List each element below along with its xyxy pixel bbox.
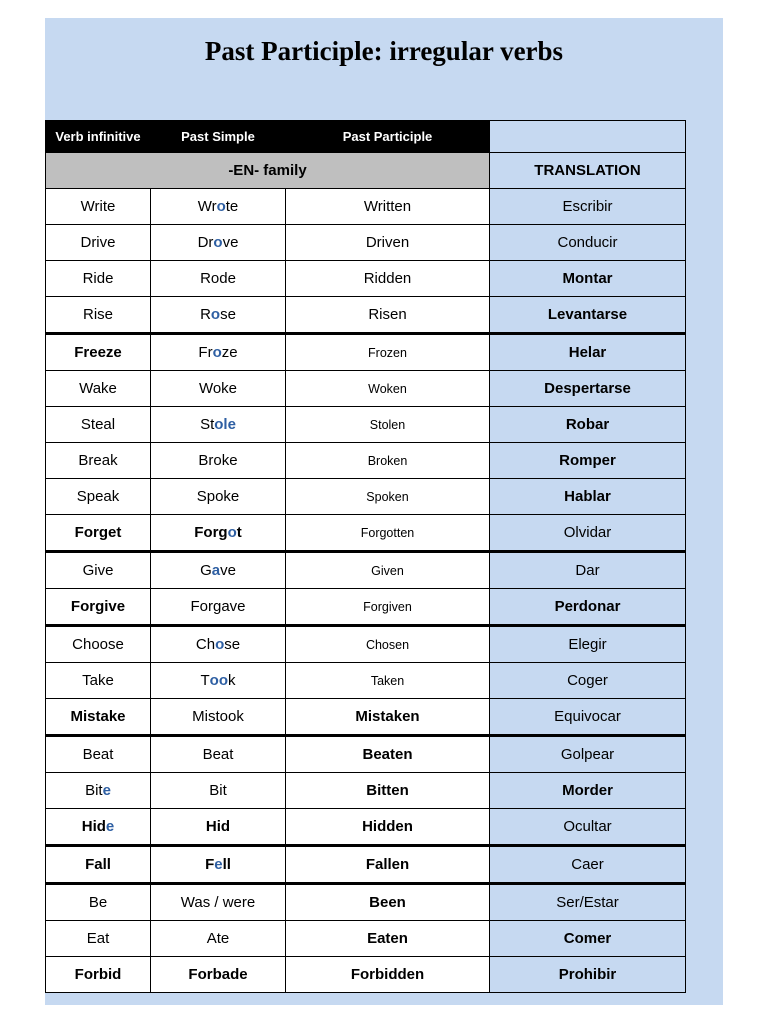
past-participle-cell: Ridden — [286, 261, 490, 297]
past-participle-cell: Mistaken — [286, 699, 490, 736]
past-simple-text: Forg — [194, 524, 228, 541]
table-row — [46, 736, 686, 773]
translation-header: TRANSLATION — [490, 153, 686, 189]
past-simple-text: Bit — [209, 782, 227, 799]
past-simple-text: t — [236, 524, 242, 541]
past-simple-text: T — [200, 672, 210, 689]
past-simple-cell — [151, 699, 286, 736]
infinitive-cell: Break — [46, 443, 151, 479]
past-participle-cell: Beaten — [286, 736, 490, 773]
infinitive-cell: Eat — [46, 921, 151, 957]
infinitive-cell: Write — [46, 189, 151, 225]
past-participle-cell: Driven — [286, 225, 490, 261]
infinitive-cell: Beat — [46, 736, 151, 773]
table-row — [46, 663, 686, 699]
translation-cell: Dar — [490, 552, 686, 589]
table-row — [46, 957, 686, 993]
translation-cell: Escribir — [490, 189, 686, 225]
past-participle-cell: Risen — [286, 297, 490, 334]
past-simple-text: Wr — [197, 198, 217, 215]
translation-cell: Robar — [490, 407, 686, 443]
highlighted-letters: o — [227, 524, 237, 541]
infinitive-cell: Steal — [46, 407, 151, 443]
past-simple-text: Rode — [200, 270, 236, 287]
past-participle-cell: Forgiven — [286, 589, 490, 626]
past-simple-cell — [151, 443, 286, 479]
infinitive-cell: Give — [46, 552, 151, 589]
past-participle-cell: Chosen — [286, 626, 490, 663]
past-simple-text: Beat — [202, 746, 234, 763]
past-simple-cell — [151, 957, 286, 993]
translation-cell: Ocultar — [490, 809, 686, 846]
past-simple-cell — [151, 515, 286, 552]
past-simple-cell — [151, 809, 286, 846]
infinitive-cell: Forget — [46, 515, 151, 552]
past-participle-cell: Woken — [286, 371, 490, 407]
highlighted-letters: o — [216, 198, 226, 215]
infinitive-cell: Forbid — [46, 957, 151, 993]
past-simple-text: F — [205, 856, 215, 873]
past-participle-cell: Frozen — [286, 334, 490, 371]
past-participle-cell: Stolen — [286, 407, 490, 443]
infinitive-text: Hid — [81, 818, 106, 835]
past-simple-text: te — [225, 198, 239, 215]
header-row — [46, 121, 686, 153]
infinitive-cell: Wake — [46, 371, 151, 407]
past-simple-text: Ate — [206, 930, 230, 947]
translation-cell: Romper — [490, 443, 686, 479]
past-simple-text: ze — [221, 344, 238, 361]
translation-cell: Levantarse — [490, 297, 686, 334]
table-row — [46, 443, 686, 479]
past-simple-cell — [151, 407, 286, 443]
past-participle-cell: Forgotten — [286, 515, 490, 552]
past-participle-cell: Hidden — [286, 809, 490, 846]
past-simple-text: Ch — [195, 636, 216, 653]
translation-cell: Elegir — [490, 626, 686, 663]
past-simple-text: St — [200, 416, 215, 433]
infinitive-cell: Choose — [46, 626, 151, 663]
past-simple-cell — [151, 552, 286, 589]
translation-cell: Olvidar — [490, 515, 686, 552]
infinitive-cell: Rise — [46, 297, 151, 334]
infinitive-cell — [46, 809, 151, 846]
table-row — [46, 773, 686, 809]
past-simple-text: Spoke — [196, 488, 240, 505]
highlighted-letters: e — [105, 818, 115, 835]
family-label: -EN- family — [46, 153, 490, 189]
past-simple-cell — [151, 297, 286, 334]
page-title: Past Participle: irregular verbs — [204, 36, 564, 66]
translation-cell: Ser/Estar — [490, 884, 686, 921]
table-row — [46, 515, 686, 552]
table-row — [46, 846, 686, 884]
table-row — [46, 589, 686, 626]
past-participle-cell: Forbidden — [286, 957, 490, 993]
past-participle-cell: Given — [286, 552, 490, 589]
past-simple-text: ve — [222, 234, 239, 251]
header-past-simple: Past Simple — [151, 121, 286, 153]
translation-cell: Morder — [490, 773, 686, 809]
infinitive-text: Bit — [85, 782, 103, 799]
past-simple-text: se — [224, 636, 241, 653]
header-past-participle: Past Participle — [286, 121, 490, 153]
table-row — [46, 225, 686, 261]
table-row — [46, 297, 686, 334]
translation-cell: Despertarse — [490, 371, 686, 407]
past-simple-cell — [151, 846, 286, 884]
past-simple-cell — [151, 773, 286, 809]
translation-cell: Equivocar — [490, 699, 686, 736]
past-simple-text: Dr — [197, 234, 214, 251]
translation-cell: Prohibir — [490, 957, 686, 993]
infinitive-cell: Forgive — [46, 589, 151, 626]
translation-cell: Comer — [490, 921, 686, 957]
infinitive-cell: Ride — [46, 261, 151, 297]
translation-cell: Golpear — [490, 736, 686, 773]
infinitive-cell: Be — [46, 884, 151, 921]
past-simple-cell — [151, 626, 286, 663]
header-blank-cell — [490, 121, 686, 153]
family-row — [46, 153, 686, 189]
highlighted-letters: a — [211, 562, 221, 579]
infinitive-cell: Freeze — [46, 334, 151, 371]
translation-cell: Hablar — [490, 479, 686, 515]
verb-table — [45, 120, 686, 993]
past-simple-cell — [151, 589, 286, 626]
past-simple-text: ve — [220, 562, 236, 579]
past-participle-cell: Been — [286, 884, 490, 921]
translation-cell: Helar — [490, 334, 686, 371]
past-simple-cell — [151, 371, 286, 407]
table-row — [46, 407, 686, 443]
past-simple-text: Broke — [198, 452, 238, 469]
translation-cell: Conducir — [490, 225, 686, 261]
past-participle-cell: Taken — [286, 663, 490, 699]
highlighted-letters: oo — [209, 672, 228, 689]
translation-cell: Perdonar — [490, 589, 686, 626]
past-simple-cell — [151, 334, 286, 371]
past-simple-text: ll — [222, 856, 231, 873]
past-participle-cell: Eaten — [286, 921, 490, 957]
highlighted-letters: o — [212, 344, 222, 361]
infinitive-cell: Drive — [46, 225, 151, 261]
past-participle-cell: Broken — [286, 443, 490, 479]
infinitive-cell: Speak — [46, 479, 151, 515]
highlighted-letters: e — [102, 782, 111, 799]
table-row — [46, 334, 686, 371]
table-row — [46, 921, 686, 957]
past-participle-cell: Spoken — [286, 479, 490, 515]
table-row — [46, 884, 686, 921]
past-simple-text: se — [220, 306, 236, 323]
table-row — [46, 189, 686, 225]
translation-cell: Caer — [490, 846, 686, 884]
table-row — [46, 552, 686, 589]
header-verb-infinitive: Verb infinitive — [46, 121, 151, 153]
translation-cell: Montar — [490, 261, 686, 297]
past-simple-text: Forbade — [188, 966, 248, 983]
past-simple-text: Woke — [198, 380, 238, 397]
table-row — [46, 699, 686, 736]
past-simple-cell — [151, 663, 286, 699]
past-simple-cell — [151, 189, 286, 225]
past-simple-text: Was / were — [180, 894, 256, 911]
highlighted-letters: o — [210, 306, 221, 323]
past-simple-text: Fr — [198, 344, 213, 361]
highlighted-letters: o — [213, 234, 223, 251]
table-row — [46, 809, 686, 846]
past-simple-text: Forgave — [190, 598, 246, 615]
past-simple-cell — [151, 736, 286, 773]
infinitive-cell: Fall — [46, 846, 151, 884]
past-simple-cell — [151, 921, 286, 957]
infinitive-cell: Mistake — [46, 699, 151, 736]
past-simple-text: Mistook — [192, 708, 244, 725]
past-participle-cell: Fallen — [286, 846, 490, 884]
infinitive-cell: Take — [46, 663, 151, 699]
past-simple-text: G — [200, 562, 212, 579]
infinitive-cell — [46, 773, 151, 809]
highlighted-letters: ole — [214, 416, 236, 433]
past-participle-cell: Bitten — [286, 773, 490, 809]
past-simple-text: k — [228, 672, 236, 689]
past-simple-cell — [151, 225, 286, 261]
past-simple-cell — [151, 261, 286, 297]
table-row — [46, 626, 686, 663]
past-simple-cell — [151, 884, 286, 921]
table-row — [46, 371, 686, 407]
past-simple-cell — [151, 479, 286, 515]
highlighted-letters: o — [215, 636, 225, 653]
table-row — [46, 479, 686, 515]
translation-cell: Coger — [490, 663, 686, 699]
past-simple-text: Hid — [205, 818, 231, 835]
table-row — [46, 261, 686, 297]
highlighted-letters: e — [214, 856, 223, 873]
past-participle-cell: Written — [286, 189, 490, 225]
past-simple-text: R — [200, 306, 211, 323]
